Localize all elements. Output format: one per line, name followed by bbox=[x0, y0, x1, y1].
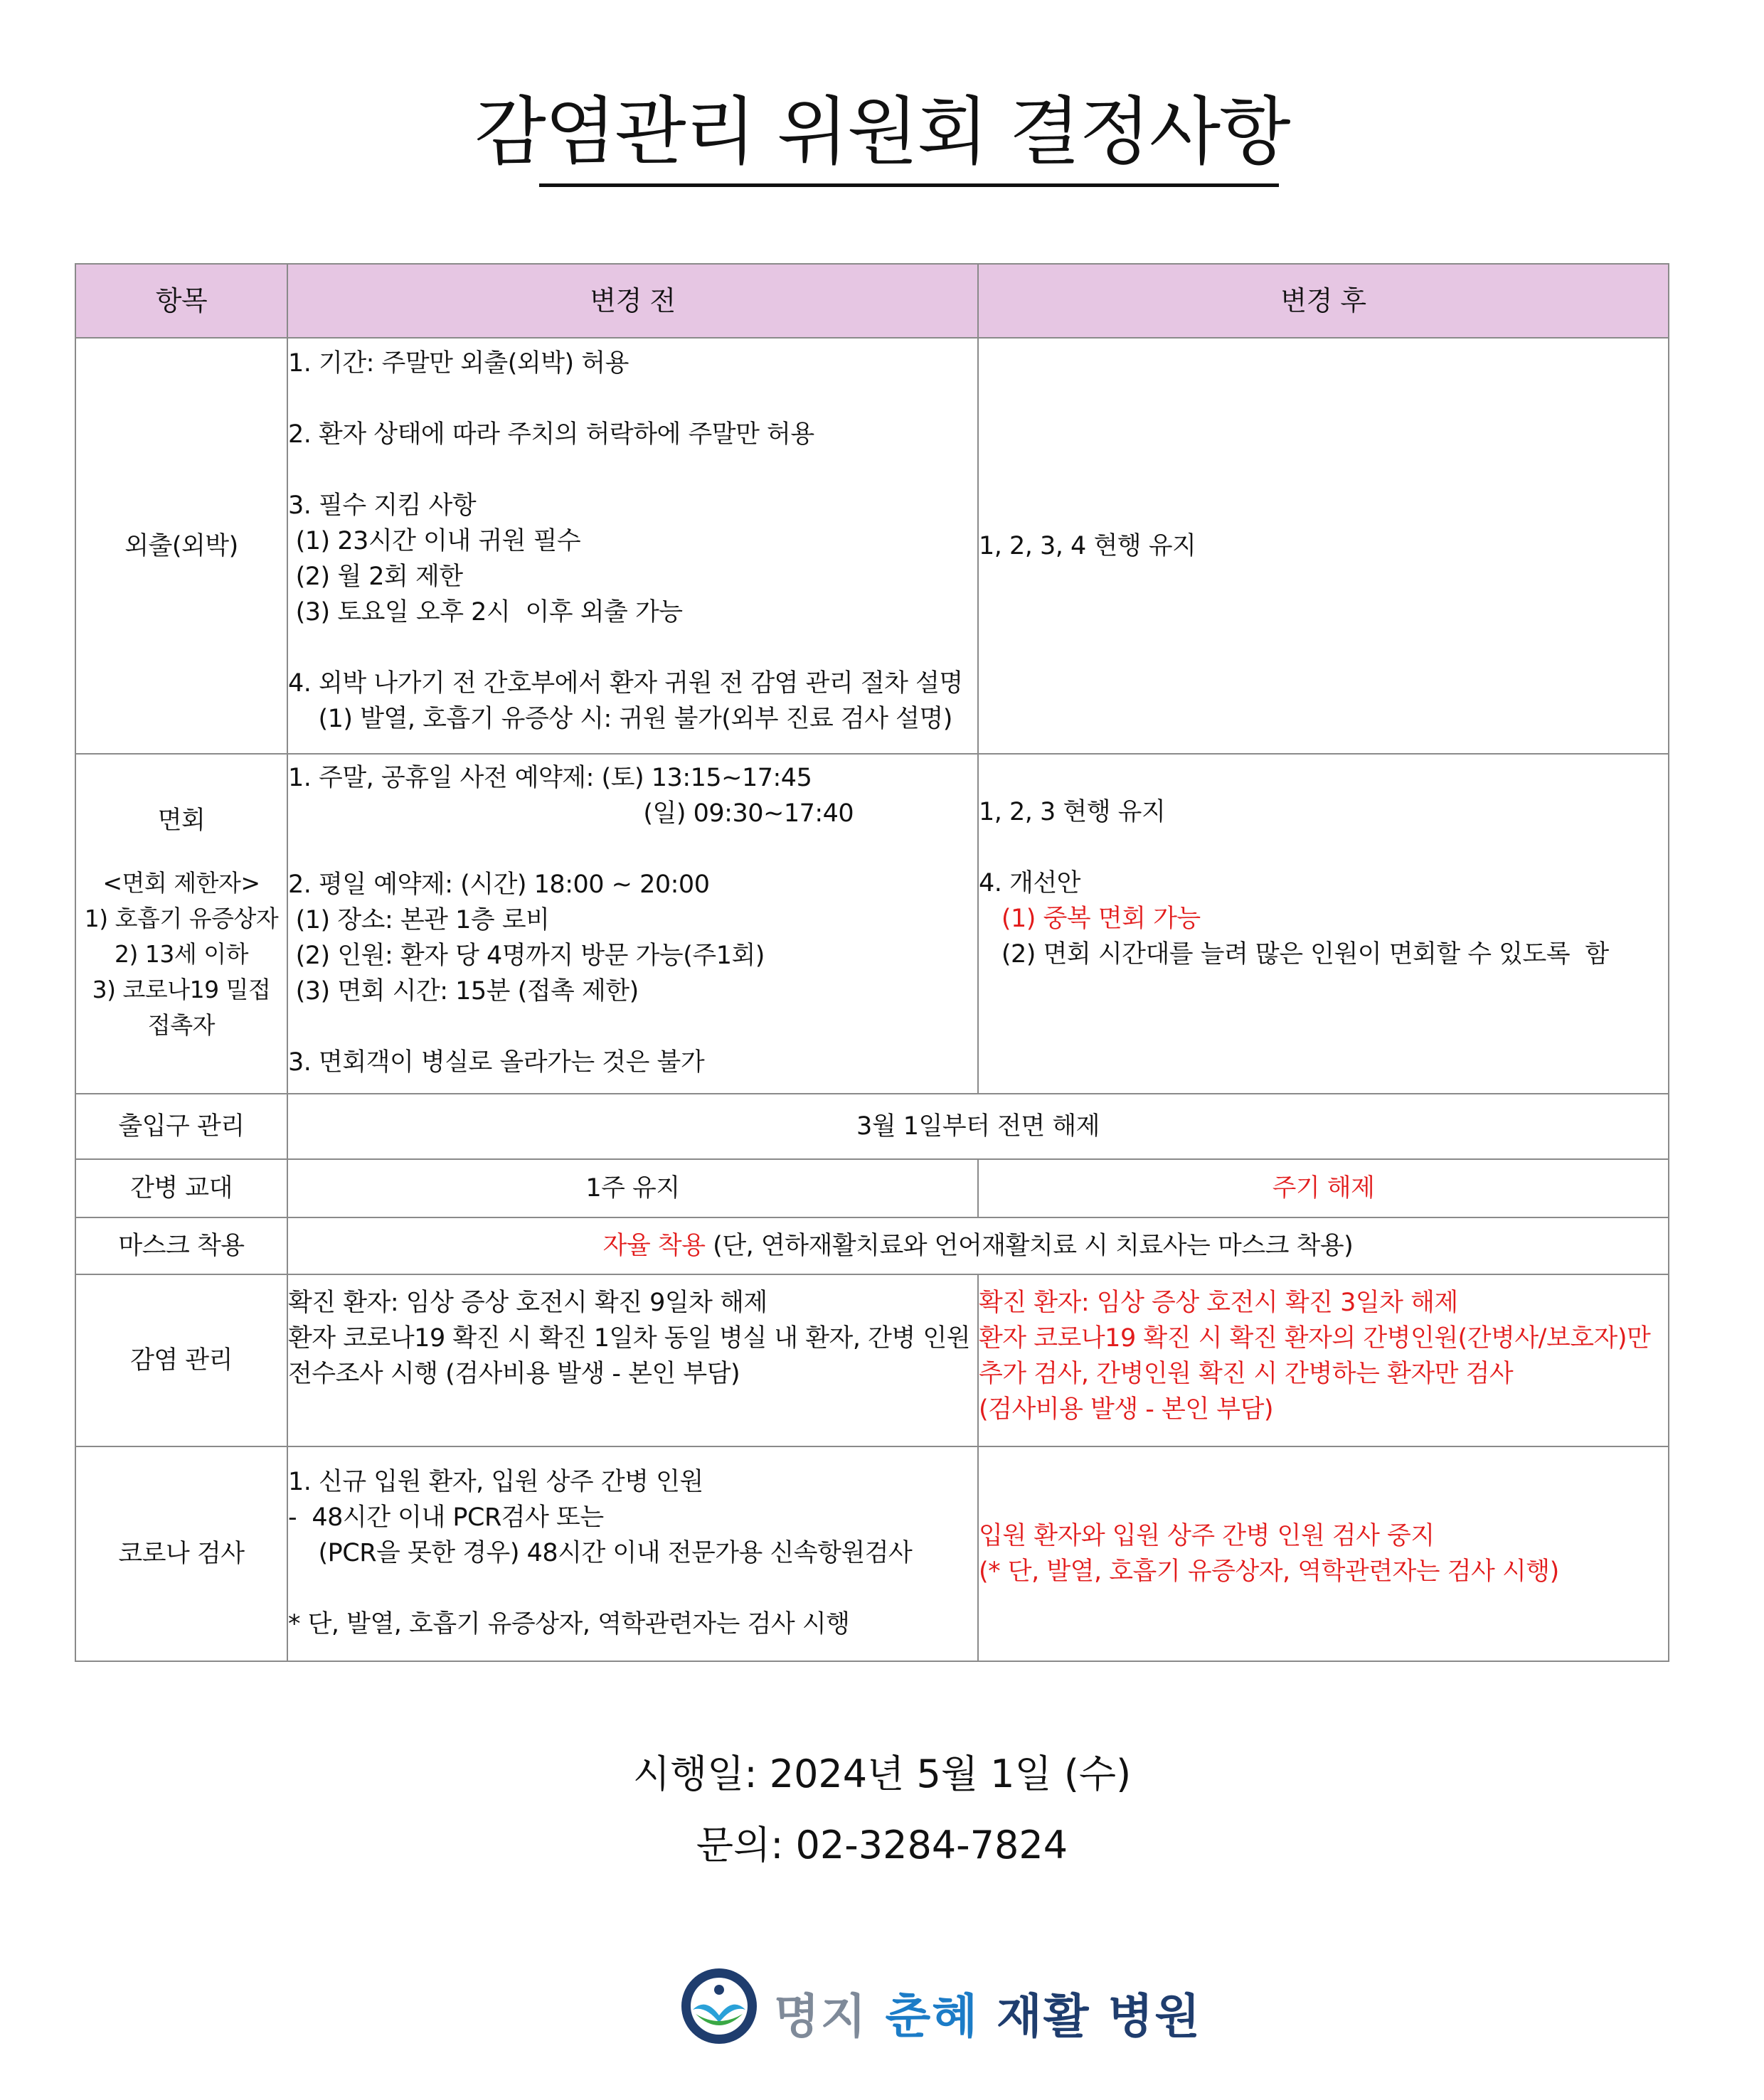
infection-before bbox=[287, 1274, 978, 1446]
covid-test-before-line: (PCR을 못한 경우) 48시간 이내 전문가용 신속항원검사 bbox=[288, 1539, 913, 1567]
table-row-covid-test bbox=[75, 1446, 1669, 1661]
table-row-mask bbox=[75, 1217, 1669, 1274]
covid-test-before-line: * 단, 발열, 호흡기 유증상자, 역학관련자는 검사 시행 bbox=[288, 1610, 850, 1638]
entrance-merged: 3월 1일부터 전면 해제 bbox=[287, 1094, 1669, 1159]
hospital-logo bbox=[681, 1968, 1202, 2047]
hospital-name-part: 명지 bbox=[774, 1989, 868, 2044]
table-row-outing bbox=[75, 338, 1669, 754]
contact-phone: 문의: 02-3284-7824 bbox=[696, 1823, 1068, 1867]
category-mask: 마스크 착용 bbox=[75, 1217, 287, 1274]
category-infection: 감염 관리 bbox=[75, 1274, 287, 1446]
infection-after bbox=[978, 1274, 1669, 1446]
visit-before-line: (2) 인원: 환자 당 4명까지 방문 가능(주1회) bbox=[288, 942, 765, 970]
visit-restricted-title: <면회 제한자> bbox=[102, 869, 260, 897]
visit-after-line: 4. 개선안 bbox=[979, 869, 1080, 897]
visit-restricted-item: 3) 코로나19 밀접 bbox=[92, 976, 271, 1003]
visit-after bbox=[978, 754, 1669, 1094]
covid-test-after-line: 입원 환자와 입원 상주 간병 인원 검사 중지 bbox=[979, 1522, 1435, 1550]
table-row-infection bbox=[75, 1274, 1669, 1446]
infection-after-line: 환자 코로나19 확진 시 확진 환자의 간병인원(간병사/보호자)만 bbox=[979, 1324, 1651, 1353]
outing-before-line: (1) 발열, 호흡기 유증상 시: 귀원 불가(외부 진료 검사 설명) bbox=[288, 705, 952, 733]
infection-after-line: 확진 환자: 임상 증상 호전시 확진 3일차 해제 bbox=[979, 1289, 1458, 1317]
table-row-visit bbox=[75, 754, 1669, 1094]
visit-restricted-item: 2) 13세 이하 bbox=[115, 940, 248, 968]
outing-before-line: 1. 기간: 주말만 외출(외박) 허용 bbox=[288, 349, 629, 378]
covid-test-after-line: (* 단, 발열, 호흡기 유증상자, 역학관련자는 검사 시행) bbox=[979, 1557, 1559, 1586]
covid-test-after bbox=[978, 1446, 1669, 1661]
hospital-emblem-icon bbox=[681, 1968, 757, 2044]
outing-before-line bbox=[288, 381, 977, 417]
visit-after-line: (2) 면회 시간대를 늘려 많은 인원이 면회할 수 있도록 함 bbox=[979, 940, 1609, 969]
visit-before-line: 2. 평일 예약제: (시간) 18:00 ~ 20:00 bbox=[288, 870, 710, 899]
header-before: 변경 전 bbox=[287, 264, 978, 338]
infection-after-line: 추가 검사, 간병인원 확진 시 간병하는 환자만 검사 bbox=[979, 1360, 1514, 1388]
mask-merged-text: (단, 연하재활치료와 언어재활치료 시 치료사는 마스크 착용) bbox=[705, 1232, 1354, 1260]
effective-date: 시행일: 2024년 5월 1일 (수) bbox=[632, 1752, 1132, 1796]
visit-after-line: 1, 2, 3 현행 유지 bbox=[979, 798, 1166, 826]
covid-test-before-line bbox=[288, 1571, 977, 1606]
mask-merged-highlight: 자율 착용 bbox=[602, 1232, 706, 1260]
infection-before-line: 전수조사 시행 (검사비용 발생 - 본인 부담) bbox=[288, 1360, 740, 1388]
visit-before-line bbox=[288, 1009, 977, 1045]
visit-before-line: (3) 면회 시간: 15분 (접촉 제한) bbox=[288, 977, 639, 1006]
outing-after bbox=[978, 338, 1669, 754]
outing-before bbox=[287, 338, 978, 754]
hospital-name-part: 춘혜 bbox=[885, 1989, 979, 2044]
decisions-table bbox=[75, 263, 1669, 1662]
infection-before-line: 환자 코로나19 확진 시 확진 1일차 동일 병실 내 환자, 간병 인원 bbox=[288, 1324, 970, 1353]
category-visit-title: 면회 bbox=[157, 806, 206, 835]
infection-after-line: (검사비용 발생 - 본인 부담) bbox=[979, 1395, 1274, 1424]
covid-test-before-line: - 48시간 이내 PCR검사 또는 bbox=[288, 1503, 604, 1532]
title-underline bbox=[539, 183, 1279, 187]
category-caregiver: 간병 교대 bbox=[75, 1159, 287, 1217]
visit-before bbox=[287, 754, 978, 1094]
visit-restricted-list bbox=[76, 867, 287, 1045]
visit-before-line: 3. 면회객이 병실로 올라가는 것은 불가 bbox=[288, 1048, 705, 1077]
caregiver-after: 주기 해제 bbox=[978, 1159, 1669, 1217]
visit-before-line: 1. 주말, 공휴일 사전 예약제: (토) 13:15~17:45 bbox=[288, 764, 812, 792]
outing-before-line: 2. 환자 상태에 따라 주치의 허락하에 주말만 허용 bbox=[288, 420, 814, 449]
category-outing: 외출(외박) bbox=[75, 338, 287, 754]
hospital-name-part: 재활 병원 bbox=[997, 1989, 1202, 2044]
outing-before-line bbox=[288, 630, 977, 666]
table-header-row bbox=[75, 264, 1669, 338]
header-item: 항목 bbox=[75, 264, 287, 338]
covid-test-before bbox=[287, 1446, 978, 1661]
outing-before-line: 4. 외박 나가기 전 간호부에서 환자 귀원 전 감염 관리 절차 설명 bbox=[288, 669, 963, 698]
outing-before-line: (2) 월 2회 제한 bbox=[288, 563, 463, 591]
outing-before-line: 3. 필수 지킴 사항 bbox=[288, 491, 477, 520]
category-visit bbox=[75, 754, 287, 1094]
visit-before-line bbox=[288, 831, 977, 867]
visit-restricted-item: 접촉자 bbox=[147, 1011, 216, 1039]
table-row-caregiver bbox=[75, 1159, 1669, 1217]
visit-restricted-item: 1) 호흡기 유증상자 bbox=[84, 905, 279, 932]
category-covid-test: 코로나 검사 bbox=[75, 1446, 287, 1661]
visit-after-blank bbox=[979, 830, 1668, 865]
outing-after-text: 1, 2, 3, 4 현행 유지 bbox=[979, 531, 1196, 560]
header-after: 변경 후 bbox=[978, 264, 1669, 338]
hospital-name bbox=[774, 1978, 1201, 2046]
caregiver-before: 1주 유지 bbox=[287, 1159, 978, 1217]
visit-before-line: (1) 장소: 본관 1층 로비 bbox=[288, 906, 550, 934]
visit-before-line: (일) 09:30~17:40 bbox=[288, 799, 854, 828]
infection-before-line: 확진 환자: 임상 증상 호전시 확진 9일차 해제 bbox=[288, 1289, 767, 1317]
outing-before-line bbox=[288, 452, 977, 488]
covid-test-before-line: 1. 신규 입원 환자, 입원 상주 간병 인원 bbox=[288, 1468, 703, 1496]
outing-before-line: (3) 토요일 오후 2시 이후 외출 가능 bbox=[288, 598, 683, 627]
outing-before-line: (1) 23시간 이내 귀원 필수 bbox=[288, 527, 581, 555]
table-row-entrance bbox=[75, 1094, 1669, 1159]
mask-merged bbox=[287, 1217, 1669, 1274]
page-title: 감염관리 위원회 결정사항 bbox=[474, 88, 1290, 175]
visit-after-line-highlight: (1) 중복 면회 가능 bbox=[979, 905, 1201, 933]
category-entrance: 출입구 관리 bbox=[75, 1094, 287, 1159]
